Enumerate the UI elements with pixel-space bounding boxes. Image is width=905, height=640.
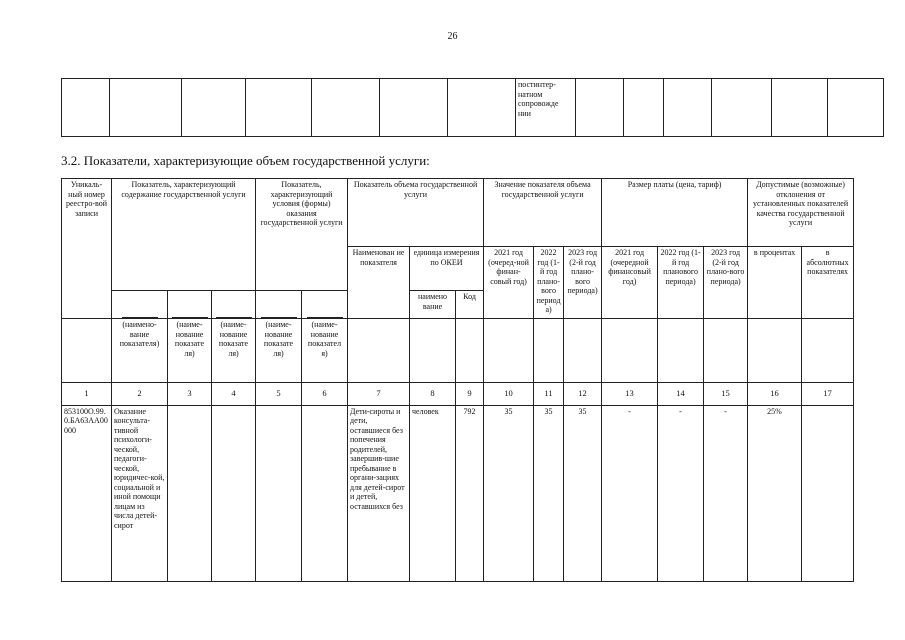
column-number: 5 <box>256 382 302 405</box>
header-volume-indicator: Показатель объема государственной услуги <box>348 179 484 247</box>
fee-2021: - <box>602 405 658 581</box>
column-number: 8 <box>410 382 456 405</box>
header-dev-absolute: в абсолютных показателях <box>802 247 854 319</box>
column-number: 4 <box>212 382 256 405</box>
header-fee: Размер платы (цена, тариф) <box>602 179 748 247</box>
value-2021: 35 <box>484 405 534 581</box>
header-unit-okei: единица измерения по ОКЕИ <box>410 247 484 291</box>
subheader-name-3: (наиме-нование показате ля) <box>212 316 256 382</box>
header-unit-name: наимено вание <box>410 291 456 319</box>
column-number: 16 <box>748 382 802 405</box>
column-number: 11 <box>534 382 564 405</box>
header-unit-code: Код <box>456 291 484 319</box>
column-number: 14 <box>658 382 704 405</box>
unit-name: человек <box>410 405 456 581</box>
column-number: 17 <box>802 382 854 405</box>
value-2023: 35 <box>564 405 602 581</box>
column-number: 2 <box>112 382 168 405</box>
header-deviations: Допустимые (возможные) отклонения от установленных показателей качества государственной услуги <box>748 179 854 247</box>
header-unique-number: Уникаль-ный номер реестро-вой записи <box>62 179 112 319</box>
volume-indicators-table <box>61 178 854 319</box>
header-fee-2022: 2022 год (1-й год планового периода) <box>658 247 704 319</box>
subheader-name-5: (наиме-нование показател я) <box>302 316 348 382</box>
unit-code: 792 <box>456 405 484 581</box>
table-row <box>62 79 884 137</box>
header-conditions-indicator: Показатель, характеризующий условия (формы) оказания государственной услуги <box>256 179 348 291</box>
registry-number: 853100О.99.0.БА63АА00000 <box>62 405 112 581</box>
header-year-2021: 2021 год (очеред-ной финан-совый год) <box>484 247 534 319</box>
subheader-name-1: (наимено-вание показателя) <box>112 316 168 382</box>
deviation-absolute <box>802 405 854 581</box>
column-number: 9 <box>456 382 484 405</box>
table-cell: постинтер-натном сопровожде нии <box>516 79 576 137</box>
page-number: 26 <box>447 31 458 42</box>
header-year-2022: 2022 год (1-й год плано-вого период а) <box>534 247 564 319</box>
service-content: Оказание консульта-тивной психологи-ческой, педагоги-ческой, юридичес-кой, социальной и иной помощи лицам из числа детей-сирот <box>112 405 168 581</box>
header-year-2023: 2023 год (2-й год плано-вого периода) <box>564 247 602 319</box>
deviation-percent: 25% <box>748 405 802 581</box>
header-indicator-name: Наименован ие показателя <box>348 247 410 319</box>
table-row <box>62 405 854 581</box>
column-number: 13 <box>602 382 658 405</box>
header-fee-2023: 2023 год (2-й год плано-вого периода) <box>704 247 748 319</box>
column-number: 1 <box>62 382 112 405</box>
subheader-name-4: (наиме-нование показате ля) <box>256 316 302 382</box>
column-number: 15 <box>704 382 748 405</box>
column-number: 7 <box>348 382 410 405</box>
indicator-name: Дети-сироты и дети, оставшиеся без попечения родителей, завершив-шие пребывание в органи-зациях для детей-сирот и детей, оставшихся без <box>348 405 410 581</box>
column-number: 3 <box>168 382 212 405</box>
volume-indicators-table-body <box>61 316 854 582</box>
column-number: 6 <box>302 382 348 405</box>
column-number: 10 <box>484 382 534 405</box>
header-fee-2021: 2021 год (очередной финансовый год) <box>602 247 658 319</box>
fee-2023: - <box>704 405 748 581</box>
section-title: 3.2. Показатели, характеризующие объем государственной услуги: <box>61 153 430 168</box>
header-content-indicator: Показатель, характеризующий содержание государственной услуги <box>112 179 256 291</box>
header-dev-percent: в процентах <box>748 247 802 319</box>
fee-2022: - <box>658 405 704 581</box>
previous-table-fragment <box>61 78 884 137</box>
column-number-row <box>62 382 854 405</box>
subheader-name-2: (наиме-нование показате ля) <box>168 316 212 382</box>
value-2022: 35 <box>534 405 564 581</box>
column-number: 12 <box>564 382 602 405</box>
header-volume-value: Значение показателя объема государственной услуги <box>484 179 602 247</box>
